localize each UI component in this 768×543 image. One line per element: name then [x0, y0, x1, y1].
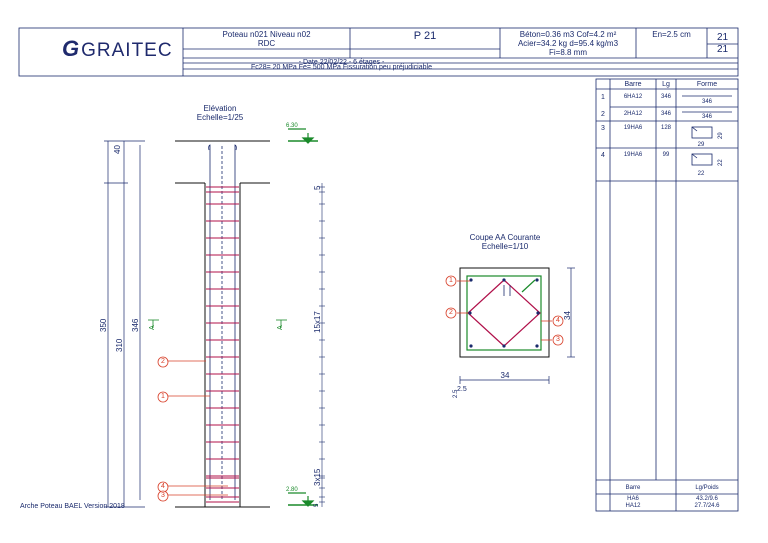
table-row-shape-base: 29 [697, 142, 705, 148]
table-row-shape-side: 22 [718, 159, 724, 166]
spacing-end-label: 5 [314, 503, 320, 507]
table-row-pos: 1 [601, 94, 605, 101]
callout-4: 4 [161, 483, 165, 490]
spacing-top-label: 5 [313, 185, 322, 190]
table-row-lg: 128 [660, 125, 671, 131]
col-header-lg: Lg [662, 81, 670, 88]
dim-310-label: 310 [115, 338, 124, 352]
table-row-pos: 3 [601, 125, 605, 132]
page-total: 21 [716, 44, 729, 55]
table-row-lg: 346 [660, 94, 671, 100]
summary-bar-1: HA6 [627, 496, 639, 502]
section-callout-4: 4 [556, 317, 560, 324]
callout-1: 1 [161, 393, 165, 400]
col-header-forme: Forme [696, 81, 718, 88]
stirrup-shape [690, 125, 716, 141]
elevation-scale: Echelle=1/25 [196, 113, 244, 122]
summary-header-barre: Barre [625, 485, 641, 491]
section-callout-1: 1 [449, 277, 453, 284]
section-title: Coupe AA Courante [469, 233, 541, 242]
table-row-lg: 346 [660, 111, 671, 117]
en-value: En=2.5 cm [652, 30, 691, 39]
table-row-pos: 2 [601, 111, 605, 118]
section-width-label: 34 [500, 371, 510, 380]
callout-3: 3 [161, 492, 165, 499]
logo-text: GRAITEC [81, 40, 173, 61]
table-row-shape-base: 22 [697, 171, 705, 177]
cover-label: 2.5 [457, 386, 467, 393]
table-row-pos: 4 [601, 152, 605, 159]
summary-value-2: 27.7/24.6 [694, 503, 720, 509]
dim-350-label: 350 [99, 318, 108, 332]
callout-2: 2 [161, 358, 165, 365]
materials-line: Fc28= 20 MPa Fe= 500 MPa Fissuration peu préjudiciable [251, 64, 432, 71]
section-height-label: 34 [563, 311, 572, 320]
table-row-bar: 2HA12 [623, 111, 643, 117]
spacing-main-label: 15x17 [313, 311, 322, 333]
cover-label-2: 2.5 [453, 389, 459, 398]
table-row-bar: 19HA6 [623, 125, 643, 131]
element-level: RDC [257, 39, 276, 48]
col-header-barre: Barre [624, 81, 642, 88]
table-row-shape: 346 [701, 114, 712, 120]
table-row-bar: 6HA12 [623, 94, 643, 100]
bottom-level-label: 2.80 [286, 487, 298, 493]
summary-bar-2: HA12 [625, 503, 641, 509]
section-mark-right: A [277, 325, 284, 330]
table-row-lg: 99 [662, 152, 670, 158]
element-code: P 21 [413, 30, 437, 42]
beton-quantity: Béton=0.36 m3 Cof=4.2 m² [519, 30, 617, 39]
acier-quantity: Acier=34.2 kg d=95.4 kg/m3 [517, 39, 619, 48]
stirrup-shape [690, 152, 716, 168]
section-mark-left: A [149, 325, 156, 330]
section-callout-3: 3 [556, 336, 560, 343]
dim-40-label: 40 [113, 145, 122, 154]
date-line: - Date 22/02/22 - 6 étages - [298, 59, 385, 66]
summary-header-lgpoids: Lg/Poids [695, 485, 719, 491]
summary-value-1: 43.2/9.6 [696, 496, 718, 502]
spacing-bottom-label: 3x15 [313, 468, 322, 486]
software-version: Arche Poteau BAEL Version 2018 [20, 503, 125, 510]
section-callout-2: 2 [449, 309, 453, 316]
graitec-g-icon: G [62, 36, 81, 61]
element-name: Poteau n021 Niveau n02 [222, 30, 311, 39]
dim-346-label: 346 [131, 318, 140, 332]
table-row-shape: 346 [701, 99, 712, 105]
page-current: 21 [716, 32, 729, 43]
table-row-shape-side: 29 [718, 132, 724, 139]
top-level-label: 6.30 [286, 123, 298, 129]
elevation-title: Elévation [203, 104, 237, 113]
section-scale: Echelle=1/10 [481, 242, 529, 251]
fi-value: Fi=8.8 mm [548, 48, 587, 57]
table-row-bar: 19HA6 [623, 152, 643, 158]
